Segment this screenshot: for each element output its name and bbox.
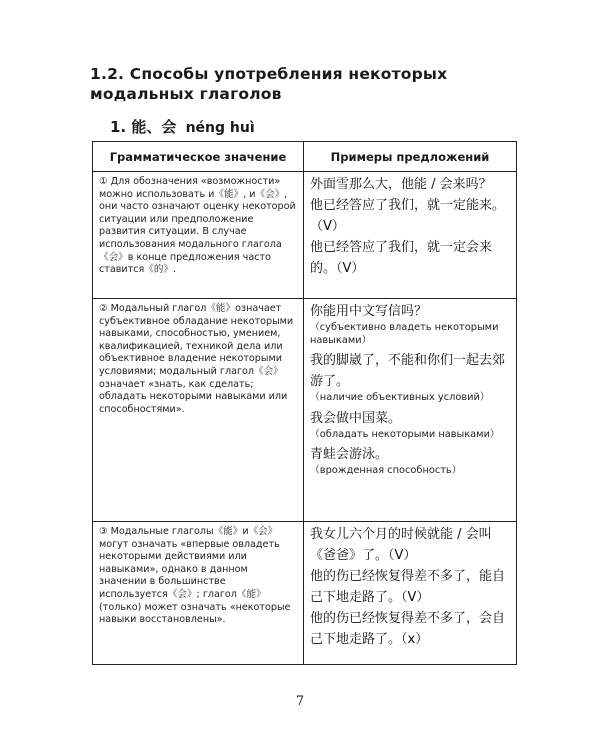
- meaning-text: ② Модальный глагол《能》означает субъективное обладание некоторыми навыками, способностью, умением, квалификацией, техникой дела или объективное владение некоторыми условиями; модальный глагол《会》означает «знать, как сделать; обладать некоторыми навыками или способностями».: [99, 303, 294, 415]
- page-number: 7: [295, 694, 305, 709]
- subsection-heading: [110, 116, 255, 137]
- meaning-text: ③ Модальные глаголы《能》и《会》могут означать «впервые овладеть некоторыми действиями или навыками», однако в данном значении в большинстве используется《会》; глагол《能》(только) может означать «некоторые навыки восстановлены».: [99, 526, 291, 626]
- subsection-pinyin: néng huì: [185, 120, 255, 136]
- meaning-cell: [93, 299, 304, 522]
- examples-cell: [304, 299, 517, 522]
- header-examples: Примеры предложений: [304, 142, 517, 172]
- example-note: （обладать некоторыми навыками）: [310, 428, 500, 440]
- examples-cell: [304, 172, 517, 299]
- section-title: 1.2. Способы употребления некоторых модальных глаголов: [90, 65, 448, 103]
- table-row: [93, 522, 517, 665]
- meaning-cell: [93, 172, 304, 299]
- example-sentence: 他已经答应了我们，就一定会来的。（V）: [310, 240, 493, 276]
- example-sentence: 我的脚崴了，不能和你们一起去郊游了。: [310, 353, 506, 389]
- table-row: [93, 172, 517, 299]
- example-sentence: 外面雪那么大，他能 / 会来吗？: [310, 177, 492, 192]
- example-sentence: 他的伤已经恢复得差不多了，能自己下地走路了。（V）: [310, 569, 506, 605]
- example-sentence: 青蛙会游泳。: [310, 447, 389, 462]
- example-note: （наличие объективных условий）: [310, 392, 490, 403]
- grammar-table: [92, 141, 517, 665]
- header-meaning: Грамматическое значение: [93, 142, 304, 172]
- example-sentence: 他已经答应了我们，就一定能来。（V）: [310, 198, 506, 234]
- table-row: [93, 299, 517, 522]
- example-note: （субъективно владеть некоторыми навыками）: [310, 322, 499, 346]
- meaning-text: ① Для обозначения «возможности» можно использовать и《能》, и《会》, они часто означают оценку некоторой ситуации или предположение развития ситуации. В случае использования модального глагола《会》в конце предложения часто ставится《的》.: [99, 176, 296, 276]
- example-sentence: 我会做中国菜。: [310, 410, 402, 426]
- example-note: （врожденная способность）: [310, 465, 462, 476]
- examples-cell: [304, 522, 517, 665]
- meaning-cell: [93, 522, 304, 665]
- subsection-chars: 1. 能、会: [110, 118, 177, 136]
- example-sentence: 他的伤已经恢复得差不多了，会自己下地走路了。（x）: [310, 611, 506, 647]
- table-header-row: [93, 142, 517, 172]
- example-sentence: 你能用中文写信吗？: [310, 304, 428, 319]
- example-sentence: 我女儿六个月的时候就能 / 会叫《爸爸》了。（V）: [310, 527, 492, 563]
